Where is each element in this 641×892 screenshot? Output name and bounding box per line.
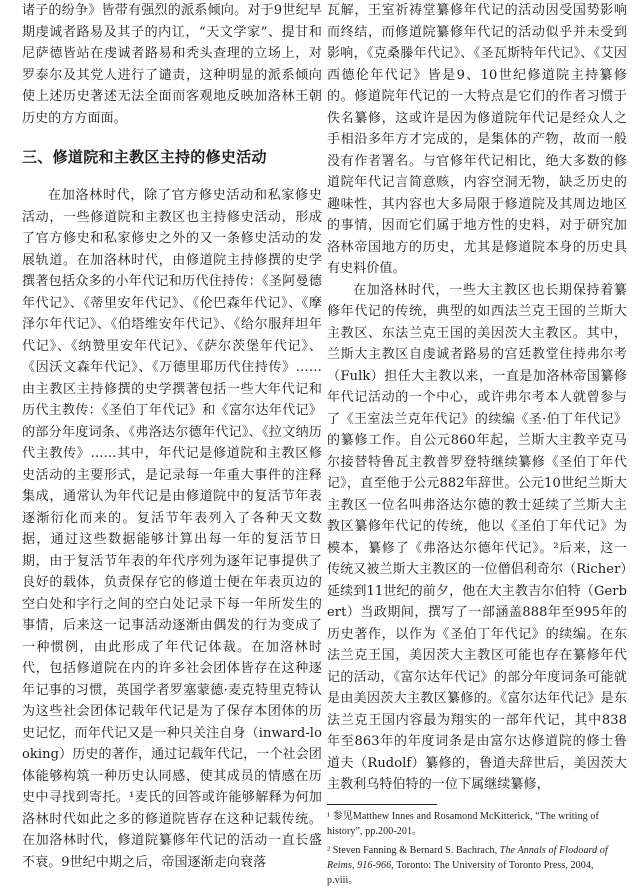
footnote-2-title: The Annals of Flodoard of Reims, 916-966 bbox=[327, 844, 608, 871]
right-column bbox=[327, 0, 627, 892]
section-heading: 三、修道院和主教区主持的修史活动 bbox=[22, 148, 267, 166]
footnote-2 bbox=[327, 843, 627, 888]
footnote-2-publisher: , Toronto: The University of Toronto Press, 2004, p.viii。 bbox=[327, 859, 594, 886]
footnote-divider bbox=[327, 804, 437, 805]
paragraph-archbishoprics: 在加洛林时代，一些大主教区也长期保持着纂修年代记的传统，典型的如西法兰克王国的兰斯大主教区、东法兰克王国的美因茨大主教区。其中，兰斯大主教区自虔诚者路易的宫廷教堂住持弗尔考（Fulk）担任大主教以来，一直是加洛林帝国纂修年代记活动的一个中心，或许弗尔考本人就曾参与了《王室法兰克年代记》的续编《圣·伯丁年代记》的纂修工作。自公元860年起，兰斯大主教辛克马尔接替特鲁瓦主教普罗登特继续纂修《圣伯丁年代记》，直至他于公元882年辞世。公元10世纪兰斯大主教区一位名叫弗洛达尔德的教士延续了兰斯大主教区纂修年代记的传统，他以《圣伯丁年代记》为模本，纂修了《弗洛达尔德年代记》。²后来，这一传统又被兰斯大主教区的一位僧侣利奇尔（Richer）延续到11世纪的前夕，他在大主教吉尔伯特（Gerbert）当政期间，撰写了一部涵盖888年至995年的历史著作，以作为《圣伯丁年代记》的续编。在东法兰克王国，美因茨大主教区可能也存在纂修年代记的活动，《富尔达年代记》的部分年度词条可能就是由美因茨大主教区纂修的。《富尔达年代记》是东法兰克王国内容最为翔实的一部年代记，其中838年至863年的年度词条是由富尔达修道院的修士鲁道夫（Rudolf）纂修的，鲁道夫辞世后，美因茨大主教利乌特伯特的一位下属继续纂修， bbox=[327, 282, 627, 792]
paragraph-continued: 诸子的纷争》皆带有强烈的派系倾向。对于9世纪早期虔诚者路易及其子的内讧，“天文学家”、提甘和尼萨德皆站在虔诚者路易和秃头查理的立场上，对罗泰尔及其党人进行了谴责，这种明显的派系倾向使上述历史著述无法全面而客观地反映加洛林王朝历史的方方面面。 bbox=[22, 3, 322, 126]
paragraph-monastic-annals: 瓦解，王室祈祷堂纂修年代记的活动因受国势影响而终结，而修道院纂修年代记的活动似乎并未受到影响，《克桑滕年代记》、《圣瓦斯特年代记》、《艾因西德伦年代记》皆是9、10世纪修道院主持纂修的。修道院年代记的一大特点是它们的作者习惯于佚名纂修，这或许是因为修道院年代记是经众人之手相沿多年方才完成的，是集体的产物，故而一般没有作者署名。与官修年代记相比，绝大多数的修道院年代记言简意赅，内容空洞无物，缺乏历史的趣味性，其内容也大多局限于修道院及其周边地区的事情，因而它们属于地方性的史料，对于研究加洛林帝国地方的历史，尤其是修道院本身的历史具有史料价值。 bbox=[327, 3, 627, 276]
paragraph-monastic-historiography: 在加洛林时代，除了官方修史活动和私家修史活动，一些修道院和主教区也主持修史活动，形成了官方修史和私家修史之外的又一条修史活动的发展轨道。在加洛林时代，由修道院主持修撰的史学撰著包括众多的小年代记和历代住持传：《圣阿曼德年代记》、《蒂里安年代记》、《伦巴森年代记》、《摩泽尔年代记》、《伯塔维安年代记》、《给尔服拜坦年代记》、《纳赞里安年代记》、《萨尔茨堡年代记》、《因沃文森年代记》、《万德里耶历代住持传》……由主教区主持修撰的史学撰著包括一些大年代记和历代主教传：《圣伯丁年代记》和《富尔达年代记》的部分年度词条、《弗洛达尔德年代记》、《拉文纳历代主教传》……其中，年代记是修道院和主教区修史活动的主要形式，是记录每一年重大事件的注释集成，通常认为年代记是由修道院中的复活节年表逐渐衍化而来的。复活节年表列入了各种天文数据，通过这些数据能够计算出每一年的复活节日期，由于复活节年表的年代序列为逐年记事提供了良好的载体，负责保存它的修道士便在年表页边的空白处和字行之间的空白处记录下每一年所发生的事情，后来这一记事活动逐渐由偶发的行为变成了一种惯例，由此形成了年代记体裁。在加洛林时代，包括修道院在内的许多社会团体皆存在这种逐年记事的习惯，英国学者罗塞蒙德·麦克特里克特认为这些社会团体记载年代记是为了保存本团体的历史记忆，而年代记又是一种只关注自身（inward-looking）历史的著作，通过记载年代记，一个社会团体能够构筑一种历史认同感，使其成员的情感在历史中寻找到寄托。¹麦氏的回答或许能够解释为何加洛林时代如此之多的修道院皆存在这种记载传统。在加洛林时代，修道院纂修年代记的活动一直长盛不衰。9世纪中期之后，帝国逐渐走向衰落 bbox=[22, 188, 322, 870]
footnote-1: ¹ 参见Matthew Innes and Rosamond McKitterick, “The writing of history”, pp.200-201。 bbox=[327, 810, 599, 837]
footnote-2-authors: ² Steven Fanning & Bernard S. Bachrach, bbox=[327, 844, 500, 856]
left-column bbox=[22, 0, 322, 873]
